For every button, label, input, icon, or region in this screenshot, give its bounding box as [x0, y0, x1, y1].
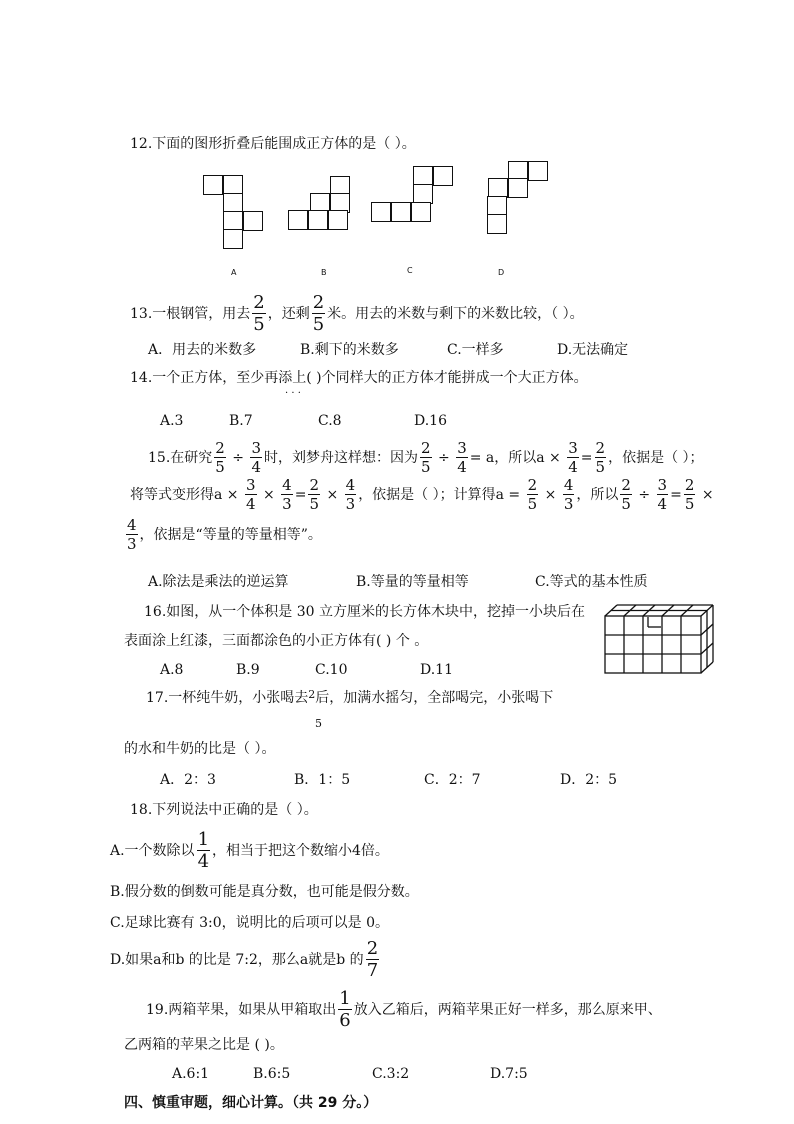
q17-option-a: A．2：3: [160, 772, 216, 788]
q17-line-2: 的水和牛奶的比是（ ）。: [124, 741, 276, 757]
q18-option-d: D.如果a和b 的比是 7:2，那么a就是b 的 $\frac{2}{7}$: [110, 938, 379, 981]
q16-option-c: C.10: [315, 662, 348, 678]
q17-option-c: C．2：7: [424, 772, 481, 788]
q13-option-b: B.剩下的米数多: [300, 342, 399, 358]
q16-option-d: D.11: [420, 662, 453, 678]
q17-option-b: B．1：5: [294, 772, 351, 788]
q13-option-a: A．用去的米数多: [148, 342, 257, 358]
q18-option-a: A.一个数除以 $\frac{1}{4}$ ，相当于把这个数缩小4倍。: [110, 829, 389, 872]
q14-option-b: B.7: [229, 413, 253, 429]
q13-stem: 13.一根钢管，用去 $\frac{2}{5}$ ，还剩 $\frac{2}{5}$ 米。用去的米数与剩下的米数比较，（ ）。: [130, 292, 584, 335]
q19-option-b: B.6:5: [253, 1066, 291, 1082]
q16-line-2: 表面涂上红漆，三面都涂色的小正方体有( ) 个 。: [124, 633, 429, 649]
q15-option-a: A.除法是乘法的逆运算: [148, 574, 289, 590]
q15-option-c: C.等式的基本性质: [535, 574, 648, 590]
label-c: C: [407, 266, 413, 275]
q14-option-d: D.16: [414, 413, 447, 429]
q19-option-a: A.6:1: [172, 1066, 210, 1082]
fraction-2-5: $\frac{2}{5}$: [312, 292, 325, 335]
q19-option-d: D.7:5: [490, 1066, 528, 1082]
q14-option-c: C.8: [318, 413, 342, 429]
q14-option-a: A.3: [160, 413, 184, 429]
q14-stem: 14.一个正方体，至少再添上( )个同样大的正方体才能拼成一个大正方体。: [130, 370, 588, 386]
q14-emphasis-dots: · · ·: [285, 388, 301, 399]
q19-line-1: 19.两箱苹果，如果从甲箱取出 $\frac{1}{6}$ 放入乙箱后，两箱苹果正好一样多，那么原来甲、: [146, 988, 662, 1031]
q17-option-d: D．2：5: [560, 772, 618, 788]
fraction-2-5: $\frac{2}{5}$: [253, 292, 265, 335]
q15-option-b: B.等量的等量相等: [356, 574, 469, 590]
q16-option-b: B.9: [236, 662, 260, 678]
q18-stem: 18.下列说法中正确的是（ ）。: [130, 802, 318, 818]
q16-option-a: A.8: [160, 662, 184, 678]
q17-line-1: 17.一杯纯牛奶，小张喝去$^2$后，加满水摇匀，全部喝完，小张喝下: [146, 688, 554, 706]
q17-denominator: 5: [315, 717, 322, 730]
q18-option-c: C.足球比赛有 3:0，说明比的后项可以是 0。: [110, 915, 390, 931]
q13-option-d: D.无法确定: [557, 342, 629, 358]
section-4-heading: 四、慎重审题，细心计算。（共 29 分。）: [124, 1095, 378, 1111]
q18-option-b: B.假分数的倒数可能是真分数，也可能是假分数。: [110, 884, 419, 900]
q15-line-2: 将等式变形得a × $\frac{3}{4}$ × $\frac{4}{3}$ = $\frac{2}{5}$ × $\frac{4}{3}$ ，依据是（ ）；计算得a = $\frac{2}{5}$ × $\frac{4}{3}$ ，所以 $\frac{2}{5}$ ÷ $\frac{3}{4}$ = $\frac{2}{5}$ ×: [130, 476, 714, 513]
q19-option-c: C.3:2: [372, 1066, 410, 1082]
cuboid-figure: [604, 603, 716, 675]
q12-stem: 12.下面的图形折叠后能围成正方体的是（ ）。: [130, 136, 416, 152]
label-a: A: [231, 268, 237, 277]
q19-line-2: 乙两箱的苹果之比是 ( )。: [124, 1037, 284, 1053]
q15-line-3: $\frac{4}{3}$ ，依据是“等量的等量相等”。: [127, 516, 322, 553]
q15-line-1: 15.在研究 $\frac{2}{5}$ ÷ $\frac{3}{4}$ 时，刘梦舟这样想：因为 $\frac{2}{5}$ ÷ $\frac{3}{4}$ = a，所以a × $\frac{3}{4}$ = $\frac{2}{5}$ ，依据是（ ）；: [148, 439, 704, 476]
label-d: D: [498, 268, 505, 277]
q16-line-1: 16.如图，从一个体积是 30 立方厘米的长方体木块中，挖掉一小块后在: [144, 604, 585, 620]
label-b: B: [321, 268, 327, 277]
q13-option-c: C.一样多: [447, 342, 504, 358]
